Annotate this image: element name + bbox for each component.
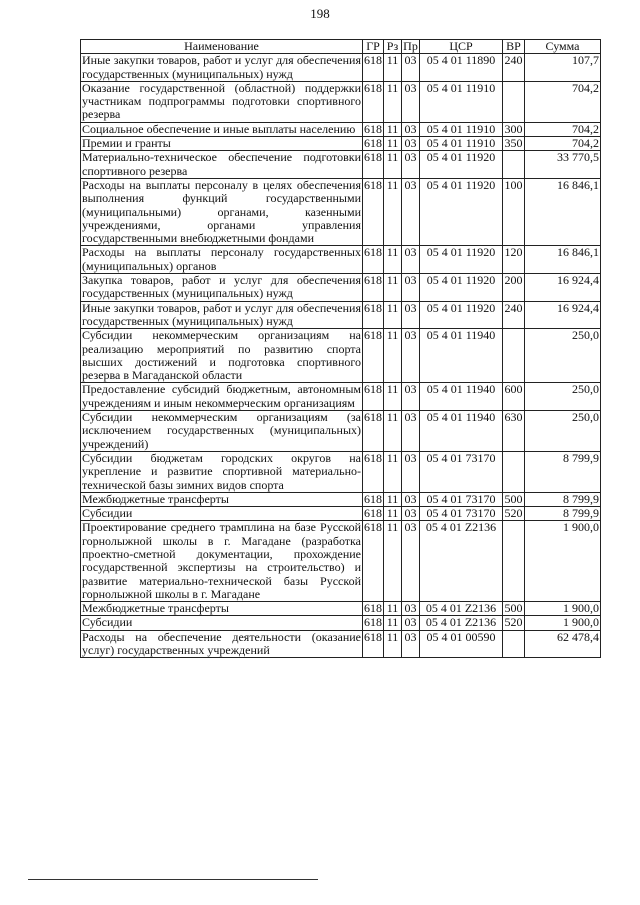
table-row: [81, 246, 601, 274]
row-pr: 03: [402, 411, 420, 452]
row-name: Проектирование среднего трамплина на базе Русской горнолыжной школы в г. Магадане (разработка проектно-сметной документации, прохождение государственной экспертизы на строительство) и развитие материально-технической базы Русской горнолыжной школы в г. Магадане: [82, 520, 361, 601]
row-csr: 05 4 01 11910: [420, 81, 503, 122]
row-gr: 618: [363, 151, 384, 179]
table-row: [81, 54, 601, 82]
row-vr: 200: [503, 274, 525, 302]
row-name: Субсидии: [81, 616, 363, 630]
row-vr: [503, 329, 525, 383]
row-name: Материально-техническое обеспечение подготовки спортивного резерва: [82, 150, 361, 178]
row-csr: 05 4 01 11920: [420, 274, 503, 302]
row-csr: 05 4 01 11910: [420, 137, 503, 151]
row-pr: 03: [402, 630, 420, 658]
row-rz: 11: [384, 246, 402, 274]
row-rz: 11: [384, 507, 402, 521]
row-sum: 8 799,9: [525, 451, 601, 492]
row-rz: 11: [384, 151, 402, 179]
header-sum: Сумма: [525, 40, 601, 54]
row-vr: 120: [503, 246, 525, 274]
row-gr: 618: [363, 451, 384, 492]
row-name: Расходы на выплаты персоналу в целях обеспечения выполнения функций государственными (муниципальными) органами, казенными учреждениями, органами управления государственными внебюджетными фондами: [82, 177, 361, 246]
row-gr: 618: [364, 615, 382, 630]
row-pr: 03: [402, 451, 420, 492]
row-name: Расходы на выплаты персоналу государственных (муниципальных) органов: [82, 245, 361, 273]
row-pr: 03: [402, 178, 420, 245]
table-row: [81, 411, 601, 452]
row-csr: 05 4 01 11890: [420, 54, 503, 82]
row-name: Иные закупки товаров, работ и услуг для обеспечения государственных (муниципальных) нужд: [82, 300, 361, 328]
row-sum: 16 846,1: [525, 246, 601, 274]
row-sum: 107,7: [525, 54, 601, 82]
table-row: [81, 383, 601, 411]
row-vr: 240: [503, 301, 525, 329]
row-gr: 618: [364, 506, 382, 521]
row-rz: 11: [384, 492, 402, 506]
header-csr: ЦСР: [420, 40, 503, 54]
table-row: [81, 81, 601, 122]
row-gr: 618: [363, 178, 384, 245]
row-csr: 05 4 01 11940: [420, 383, 503, 411]
row-rz: 11: [384, 122, 402, 136]
row-pr: 03: [402, 492, 420, 506]
row-vr: 500: [504, 601, 523, 616]
row-vr: [503, 151, 525, 179]
row-sum: 704,2: [525, 137, 601, 151]
row-pr: 03: [402, 507, 420, 521]
row-rz: 11: [384, 411, 402, 452]
row-rz: 11: [384, 616, 402, 630]
row-gr: 618: [363, 383, 384, 411]
row-rz: 11: [384, 137, 402, 151]
row-vr: [503, 81, 525, 122]
row-gr: 618: [364, 601, 382, 616]
table-row: [81, 178, 601, 245]
row-name: Межбюджетные трансферты: [81, 492, 363, 506]
row-name: Социальное обеспечение и иные выплаты населению: [81, 122, 363, 136]
row-csr: 05 4 01 Z2136: [420, 602, 503, 616]
row-sum: 16 924,4: [525, 274, 601, 302]
table-header-row: [81, 40, 601, 54]
row-sum: 8 799,9: [525, 492, 601, 506]
row-name: Субсидии некоммерческим организациям (за исключением государственных (муниципальных) учреждений): [82, 410, 361, 451]
row-rz: 11: [384, 274, 402, 302]
row-pr: 03: [402, 246, 420, 274]
table-row: [81, 602, 601, 616]
row-rz: 11: [384, 178, 402, 245]
row-sum: 8 799,9: [525, 507, 601, 521]
table-row: [81, 521, 601, 602]
row-csr: 05 4 01 73170: [420, 507, 503, 521]
row-sum: 1 900,0: [525, 521, 601, 602]
header-vr: ВР: [503, 40, 525, 54]
row-pr: 03: [402, 81, 420, 122]
table-row: [81, 122, 601, 136]
row-sum: 250,0: [525, 383, 601, 411]
footer-divider: [28, 879, 318, 880]
page-number: 198: [310, 6, 330, 21]
row-name: Межбюджетные трансферты: [81, 602, 363, 616]
header-gr: ГР: [363, 40, 384, 54]
row-vr: 600: [503, 383, 525, 411]
row-pr: 03: [402, 137, 420, 151]
row-sum: 62 478,4: [525, 630, 601, 658]
row-gr: 618: [363, 81, 384, 122]
row-name: Расходы на обеспечение деятельности (оказание услуг) государственных учреждений: [82, 629, 361, 658]
row-rz: 11: [384, 329, 402, 383]
row-gr: 618: [364, 121, 382, 136]
row-gr: 618: [363, 521, 384, 602]
row-vr: 520: [504, 506, 523, 521]
row-gr: 618: [363, 329, 384, 383]
row-pr: 03: [402, 329, 420, 383]
row-name: Субсидии бюджетам городских округов на укрепление и развитие спортивной материально-технической базы зимних видов спорта: [82, 450, 361, 492]
row-sum: 250,0: [525, 329, 601, 383]
row-csr: 05 4 01 11920: [420, 178, 503, 245]
table-row: [81, 507, 601, 521]
row-pr: 03: [402, 54, 420, 82]
row-name: Закупка товаров, работ и услуг для обеспечения государственных (муниципальных) нужд: [82, 273, 361, 301]
row-name: Субсидии некоммерческим организациям на реализацию мероприятий по развитию спорта высших достижений и подготовка спортивного резерва в Магаданской области: [82, 328, 361, 383]
table-row: [81, 329, 601, 383]
row-sum: 33 770,5: [525, 151, 601, 179]
row-gr: 618: [363, 411, 384, 452]
row-gr: 618: [364, 136, 382, 151]
row-rz: 11: [384, 54, 402, 82]
row-name: Субсидии: [81, 507, 363, 521]
row-pr: 03: [402, 602, 420, 616]
row-gr: 618: [363, 54, 384, 82]
row-vr: 500: [504, 491, 523, 506]
row-vr: 240: [503, 54, 525, 82]
header-name: Наименование: [81, 40, 363, 54]
table-row: [81, 492, 601, 506]
row-pr: 03: [402, 301, 420, 329]
row-csr: 05 4 01 Z2136: [420, 521, 503, 602]
row-name: Оказание государственной (областной) поддержки участникам подпрограммы подготовки спортивного резерва: [82, 80, 361, 122]
row-name: Предоставление субсидий бюджетным, автономным учреждениям и иным некоммерческим организациям: [82, 382, 361, 410]
row-gr: 618: [364, 491, 382, 506]
row-csr: 05 4 01 73170: [420, 492, 503, 506]
header-rz: Рз: [384, 40, 402, 54]
row-rz: 11: [384, 630, 402, 658]
row-csr: 05 4 01 Z2136: [420, 616, 503, 630]
row-vr: 350: [504, 136, 523, 151]
row-sum: 1 900,0: [525, 602, 601, 616]
row-vr: [503, 630, 525, 658]
table-row: [81, 137, 601, 151]
row-gr: 618: [363, 630, 384, 658]
row-pr: 03: [402, 122, 420, 136]
row-pr: 03: [402, 383, 420, 411]
row-gr: 618: [363, 246, 384, 274]
budget-table: [80, 39, 601, 658]
row-sum: 250,0: [525, 411, 601, 452]
row-csr: 05 4 01 11920: [420, 151, 503, 179]
table-row: [81, 301, 601, 329]
row-pr: 03: [402, 151, 420, 179]
row-sum: 704,2: [525, 122, 601, 136]
row-rz: 11: [384, 383, 402, 411]
row-vr: 100: [503, 178, 525, 245]
row-vr: 630: [503, 411, 525, 452]
row-name: Иные закупки товаров, работ и услуг для обеспечения государственных (муниципальных) нужд: [82, 53, 361, 81]
row-rz: 11: [384, 602, 402, 616]
table-row: [81, 451, 601, 492]
row-pr: 03: [402, 616, 420, 630]
row-csr: 05 4 01 11920: [420, 301, 503, 329]
row-sum: 16 846,1: [525, 178, 601, 245]
row-csr: 05 4 01 00590: [420, 630, 503, 658]
row-csr: 05 4 01 73170: [420, 451, 503, 492]
header-pr: Пр: [403, 39, 418, 53]
row-name: Премии и гранты: [81, 137, 363, 151]
row-vr: [503, 451, 525, 492]
row-rz: 11: [384, 451, 402, 492]
row-csr: 05 4 01 11920: [420, 246, 503, 274]
row-sum: 704,2: [525, 81, 601, 122]
row-rz: 11: [384, 521, 402, 602]
table-row: [81, 630, 601, 658]
table-row: [81, 151, 601, 179]
row-vr: [503, 521, 525, 602]
table-row: [81, 274, 601, 302]
row-vr: 300: [504, 121, 523, 136]
row-pr: 03: [402, 521, 420, 602]
row-csr: 05 4 01 11910: [420, 122, 503, 136]
row-rz: 11: [384, 301, 402, 329]
row-csr: 05 4 01 11940: [420, 411, 503, 452]
row-sum: 1 900,0: [525, 616, 601, 630]
row-pr: 03: [402, 274, 420, 302]
row-gr: 618: [363, 274, 384, 302]
row-rz: 11: [384, 81, 402, 122]
row-vr: 520: [504, 615, 523, 630]
row-gr: 618: [363, 301, 384, 329]
row-csr: 05 4 01 11940: [420, 329, 503, 383]
table-row: [81, 616, 601, 630]
row-sum: 16 924,4: [525, 301, 601, 329]
